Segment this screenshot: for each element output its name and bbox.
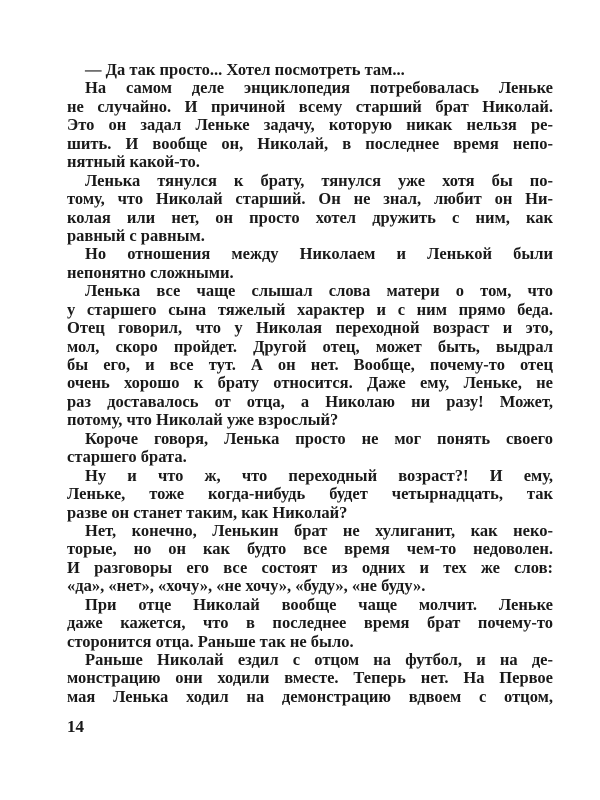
text-line: нятный какой-то.	[67, 152, 200, 172]
text-line: монстрацию они ходили вместе. Теперь нет. На Первое	[67, 668, 553, 688]
text-line: — Да так просто... Хотел посмотреть там...	[85, 60, 405, 79]
text-line: Это он задал Леньке задачу, которую никак нельзя ре-	[67, 115, 553, 135]
text-line: бы его, и все тут. А он нет. Вообще, почему-то отец	[67, 355, 553, 374]
text-line: не случайно. И причиной всему старший брат Николай.	[67, 96, 553, 116]
text-line: колая или нет, он просто хотел дружить с ним, как	[67, 207, 553, 227]
text-line: Леньке, тоже когда-нибудь будет четырнадцать, так	[67, 484, 553, 504]
text-line: «да», «нет», «хочу», «не хочу», «буду», «не буду».	[67, 576, 426, 596]
paragraph	[67, 79, 553, 171]
paragraph	[67, 651, 553, 706]
paragraph	[67, 596, 553, 651]
text-line: Раньше Николай ездил с отцом на футбол, и на де-	[85, 650, 553, 669]
page-body-text	[67, 61, 553, 706]
text-line: мол, скоро пройдет. Другой отец, может быть, выдрал	[67, 336, 553, 356]
paragraph	[67, 245, 553, 282]
text-line: И разговоры его все состоят из одних и тех же слов:	[67, 557, 553, 577]
text-line: мая Ленька ходил на демонстрацию вдвоем с отцом,	[67, 686, 553, 706]
text-line: Но отношения между Николаем и Ленькой были	[85, 244, 553, 264]
text-line: у старшего сына тяжелый характер и с ним прямо беда.	[67, 299, 553, 319]
text-line: потому, что Николай уже взрослый?	[67, 410, 339, 430]
text-line: Короче говоря, Ленька просто не мог понять своего	[85, 428, 553, 448]
text-line: равный с равным.	[67, 225, 205, 245]
text-line: Отец говорил, что у Николая переходной возраст и это,	[67, 318, 553, 338]
paragraph	[67, 467, 553, 522]
text-line: сторонится отца. Раньше так не было.	[67, 631, 354, 651]
paragraph	[67, 282, 553, 430]
paragraph	[67, 430, 553, 467]
paragraph	[67, 522, 553, 596]
text-line: Ну и что ж, что переходный возраст?! И ему,	[85, 465, 553, 485]
text-line: разве он станет таким, как Николай?	[67, 502, 348, 522]
paragraph	[67, 172, 553, 246]
text-line: Ленька все чаще слышал слова матери о том, что	[85, 281, 553, 301]
text-line: Нет, конечно, Ленькин брат не хулиганит, как неко-	[85, 520, 553, 540]
text-line: Ленька тянулся к брату, тянулся уже хотя бы по-	[85, 170, 553, 190]
text-line: непонятно сложными.	[67, 262, 234, 282]
text-line: шить. И вообще он, Николай, в последнее время непо-	[67, 133, 553, 153]
text-line: торые, но он как будто все время чем-то недоволен.	[67, 539, 553, 559]
text-line: тому, что Николай старший. Он не знал, любит он Ни-	[67, 189, 553, 209]
text-line: даже кажется, что в последнее время брат почему-то	[67, 613, 553, 633]
text-line: При отце Николай вообще чаще молчит. Леньке	[85, 594, 553, 614]
paragraph	[67, 61, 553, 79]
text-line: очень хорошо к брату относится. Даже ему, Леньке, не	[67, 373, 553, 393]
page-number: 14	[67, 717, 84, 736]
text-line: раз доставалось от отца, а Николаю ни разу! Может,	[67, 391, 553, 411]
text-line: старшего брата.	[67, 447, 187, 467]
text-line: На самом деле энциклопедия потребовалась Леньке	[85, 78, 553, 98]
